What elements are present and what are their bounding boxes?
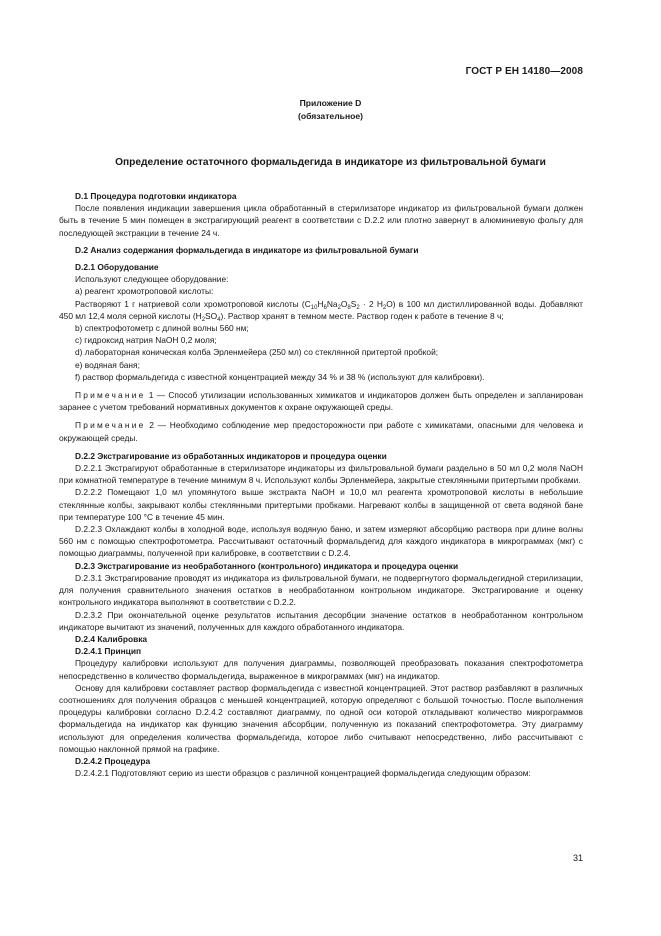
section-d22-heading: D.2.2 Экстрагирование из обработанных индикаторов и процедура оценки <box>75 450 387 461</box>
section-d242-heading: D.2.4.2 Процедура <box>75 755 151 766</box>
section-d221: D.2.2.1 Экстрагируют обработанные в стерилизаторе индикаторы из фильтровальной бумаги раздельно в 50 мл 0,2 моля NaOH при комнатной температуре в течение минимум 8 ч. Используют колбы Эрленмейера, закрытые стеклянными притертыми пробками. <box>59 463 583 486</box>
annex-status: (обязательное) <box>297 111 364 121</box>
section-d231: D.2.3.1 Экстрагирование проводят из индикатора из фильтровальной бумаги, не подвергнутого формальдегидной стерилизации, для получения сравнительного значения остатков в необработанном контрольном индикаторе. Экстрагирование и оценку контрольного индикатора выполняют в соответствии с D.2.2. <box>59 572 583 608</box>
section-d23-heading: D.2.3 Экстрагирование из необработанного (контрольного) индикатора и процедура оценки <box>75 560 459 571</box>
page-number: 31 <box>572 853 583 863</box>
equipment-intro: Используют следующее оборудование: <box>75 274 229 285</box>
section-d222: D.2.2.2 Помещают 1,0 мл упомянутого выше экстракта NaOH и 10,0 мл реагента хромотроповой кислоты в небольшие стеклянные колбы, закрывают колбы стеклянными притертыми пробками. Нагревают колбы в защищенной от света водяной бане при температуре 100 °C в течение 45 мин. <box>59 487 583 522</box>
equipment-item-a: а) реагент хромотроповой кислоты: <box>75 286 214 297</box>
document-body <box>59 190 583 779</box>
section-d21-heading: D.2.1 Оборудование <box>75 262 159 273</box>
reagent-description: Растворяют 1 г натриевой соли хромотроповой кислоты ($C_{10}H_6Na_2O_8S_2 \cdot 2$ $H_2O$) в 100 мл дистиллированной воды. Добавляют 450 мл 12,4 моля серной кислоты $(H_2SO_4)$. Раствор хранят в темном месте. Раствор годен к работе в течение 8 ч; <box>59 298 583 323</box>
equipment-item-b: b) спектрофотометр с длиной волны 560 нм; <box>75 323 249 334</box>
section-d223: D.2.2.3 Охлаждают колбы в холодной воде, используя водяную баню, и затем измеряют абсорбцию раствора при длине волны 560 нм с помощью спектрофотометра. Рассчитывают остаточный формальдегид для каждого индикатора в микрограммах (мкг) с помощью диаграммы, полученной при калибровке, в соответствии с D.2.4. <box>59 524 583 559</box>
section-d2421: D.2.4.2.1 Подготовляют серию из шести образцов с различной концентрацией формальдегида следующим образом: <box>75 768 531 779</box>
standard-number: ГОСТ Р ЕН 14180—2008 <box>465 66 583 77</box>
annex-label: Приложение D <box>299 98 362 108</box>
equipment-item-c: с) гидроксид натрия NaOH 0,2 моля; <box>75 335 217 346</box>
annex-title: Определение остаточного формальдегида в индикаторе из фильтровальной бумаги <box>115 157 546 168</box>
section-d232: D.2.3.2 При окончательной оценке результатов испытания десорбции значение остатков в необработанном контрольном индикаторе вычитают из значений, полученных для каждого обработанного индикатора. <box>59 609 583 632</box>
section-d1-text: После появления индикации завершения цикла обработанный в стерилизаторе индикатор из фильтровальной бумаги должен быть в течение 5 мин помещен в экстрагирующий реагент в соответствии с D.2.2 или плотно завернут в алюминиевую фольгу для последующей экстракции в течение 24 ч. <box>59 203 583 238</box>
equipment-item-f: f) раствор формальдегида с известной концентрацией между 34 % и 38 % (используют для калибровки). <box>75 371 485 382</box>
equipment-item-d: d) лабораторная коническая колба Эрленмейера (250 мл) со стеклянной притертой пробкой; <box>75 347 439 358</box>
section-d2-heading: D.2 Анализ содержания формальдегида в индикаторе из фильтровальной бумаги <box>75 244 419 255</box>
section-d241-heading: D.2.4.1 Принцип <box>75 646 142 657</box>
note-2: Примечание 2 — Необходимо соблюдение мер предосторожности при работе с химикатами, опасными для человека и окружающей среды. <box>59 420 583 443</box>
section-d241-paragraph-2: Основу для калибровки составляет раствор формальдегида с известной концентрацией. Этот раствор разбавляют в различных соотношениях для получения образцов с меньшей концентрацией, которую определяют с большой точностью. После выполнения процедуры калибровки согласно D.2.4.2 составляют диаграмму, по одной оси которой откладывают количество микрограммов формальдегида на индикатор как функцию значения абсорбции, полученную из показаний спектрофотометра. Эту диаграмму используют для определения количества формальдегида, которое либо считывают непосредственно, либо рассчитывают с помощью наклонной прямой на графике. <box>59 682 583 754</box>
section-d24-heading: D.2.4 Калибровка <box>75 633 148 644</box>
equipment-item-e: е) водяная баня; <box>75 359 140 370</box>
section-d1-heading: D.1 Процедура подготовки индикатора <box>75 191 237 201</box>
section-d241-paragraph-1: Процедуру калибровки используют для получения диаграммы, позволяющей преобразовать показания спектрофотометра непосредственно в количество формальдегида, выраженное в микрограммах (мкг) на индикатор. <box>59 658 583 681</box>
note-1: Примечание 1 — Способ утилизации использованных химикатов и индикаторов должен быть определен и запланирован заранее с учетом требований нормативных документов к охране окружающей среды. <box>59 390 583 413</box>
